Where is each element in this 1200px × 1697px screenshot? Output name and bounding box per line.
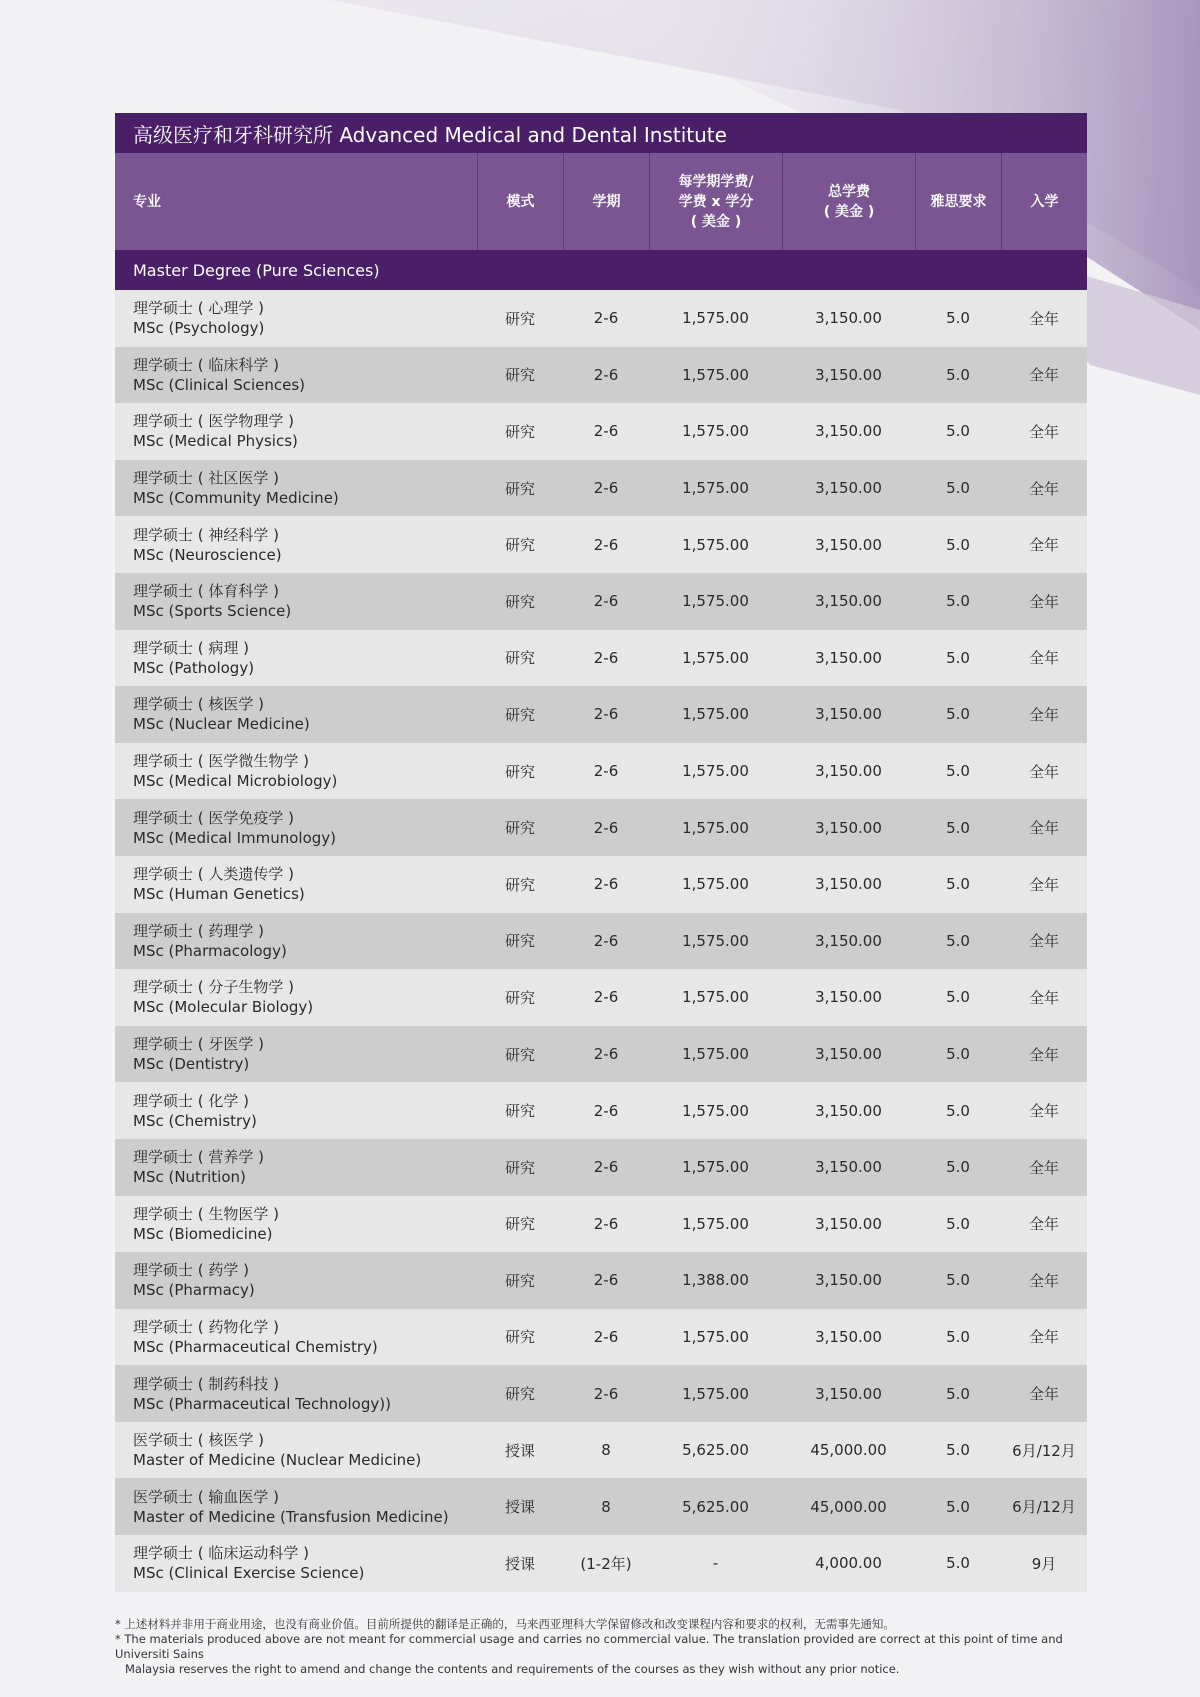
total-fee-cell: 3,150.00 [815, 1271, 882, 1290]
total-fee-cell: 45,000.00 [810, 1497, 887, 1516]
ielts-cell: 5.0 [946, 1384, 970, 1403]
programme-name-en: MSc (Human Genetics) [133, 885, 305, 904]
programme-name [115, 1196, 477, 1253]
ielts-cell: 5.0 [946, 592, 970, 611]
mode-cell: 授课 [504, 1554, 535, 1573]
intake-cell: 全年 [1028, 705, 1059, 724]
programme-name [115, 743, 477, 800]
fee-cell: 1,575.00 [682, 309, 749, 328]
intake-cell: 6月/12月 [1012, 1441, 1076, 1460]
programme-name [115, 403, 477, 460]
fee-cell: 5,625.00 [682, 1497, 749, 1516]
total-fee-cell: 3,150.00 [815, 479, 882, 498]
programme-name-zh: 理学硕士 ( 分子生物学 ) [133, 978, 295, 997]
programme-name-en: MSc (Pathology) [133, 658, 255, 677]
mode-cell: 研究 [504, 1102, 535, 1121]
intake-cell: 全年 [1028, 762, 1059, 781]
programme-name-en: MSc (Pharmaceutical Technology)) [133, 1394, 391, 1413]
fee-cell: 1,575.00 [682, 931, 749, 950]
programme-name-en: MSc (Pharmacy) [133, 1281, 255, 1300]
semester-cell: 2-6 [593, 875, 619, 894]
programme-name-zh: 医学硕士 ( 输血医学 ) [133, 1487, 280, 1506]
programme-name-zh: 理学硕士 ( 药学 ) [133, 1261, 250, 1280]
fee-cell: 1,575.00 [682, 422, 749, 441]
ielts-cell: 5.0 [946, 818, 970, 837]
programme-name-en: MSc (Neuroscience) [133, 545, 282, 564]
total-fee-cell: 3,150.00 [815, 1158, 882, 1177]
mode-cell: 研究 [504, 649, 535, 668]
total-fee-cell: 3,150.00 [815, 1384, 882, 1403]
table-row [115, 743, 1087, 800]
programme-name [115, 1139, 477, 1196]
programme-name-en: MSc (Clinical Sciences) [133, 375, 306, 394]
programme-name [115, 686, 477, 743]
ielts-cell: 5.0 [946, 1045, 970, 1064]
programme-name-en: MSc (Medical Microbiology) [133, 772, 338, 791]
intake-cell: 全年 [1028, 819, 1059, 838]
ielts-cell: 5.0 [946, 1327, 970, 1346]
total-fee-cell: 3,150.00 [815, 875, 882, 894]
semester-cell: 2-6 [593, 705, 619, 724]
programme-name-zh: 理学硕士 ( 心理学 ) [133, 299, 265, 318]
programme-name-zh: 理学硕士 ( 营养学 ) [133, 1148, 265, 1167]
programme-name-en: MSc (Clinical Exercise Science) [133, 1564, 365, 1583]
footnote-zh: * 上述材料并非用于商业用途，也没有商业价值。目前所提供的翻译是正确的，马来西亚理科大学保留修改和改变课程内容和要求的权利，无需事先通知。 [115, 1617, 895, 1631]
table-body [115, 290, 1087, 1592]
programme-name-zh: 理学硕士 ( 社区医学 ) [133, 469, 280, 488]
programme-name-zh: 理学硕士 ( 神经科学 ) [133, 525, 280, 544]
semester-cell: 2-6 [593, 1158, 619, 1177]
mode-cell: 研究 [504, 988, 535, 1007]
total-fee-cell: 3,150.00 [815, 309, 882, 328]
header-intake: 入学 [1001, 153, 1087, 250]
total-fee-cell: 3,150.00 [815, 535, 882, 554]
ielts-cell: 5.0 [946, 309, 970, 328]
fee-cell: 1,575.00 [682, 818, 749, 837]
table-row [115, 1252, 1087, 1309]
semester-cell: 2-6 [593, 479, 619, 498]
intake-cell: 全年 [1028, 1158, 1059, 1177]
ielts-cell: 5.0 [946, 535, 970, 554]
fee-cell: 1,575.00 [682, 535, 749, 554]
intake-cell: 全年 [1028, 479, 1059, 498]
programme-name [115, 1082, 477, 1139]
header-semester: 学期 [563, 153, 649, 250]
intake-cell: 6月/12月 [1012, 1498, 1076, 1517]
total-fee-cell: 3,150.00 [815, 818, 882, 837]
mode-cell: 研究 [504, 366, 535, 385]
table-row [115, 460, 1087, 517]
table-row [115, 573, 1087, 630]
ielts-cell: 5.0 [946, 762, 970, 781]
programme-name [115, 1252, 477, 1309]
programme-name-en: MSc (Dentistry) [133, 1055, 250, 1074]
header-total-line-1: 总学费 [827, 183, 870, 200]
ielts-cell: 5.0 [946, 479, 970, 498]
fee-cell: 1,575.00 [682, 648, 749, 667]
footnotes [115, 1617, 1100, 1677]
mode-cell: 研究 [504, 875, 535, 894]
programme-name-en: MSc (Biomedicine) [133, 1224, 273, 1243]
header-mode: 模式 [477, 153, 563, 250]
total-fee-cell: 3,150.00 [815, 648, 882, 667]
programme-name-en: MSc (Pharmacology) [133, 941, 287, 960]
table-row [115, 1535, 1087, 1592]
fee-cell: 1,575.00 [682, 1101, 749, 1120]
programme-name-en: MSc (Medical Physics) [133, 432, 298, 451]
header-total-fee [782, 153, 915, 250]
total-fee-cell: 3,150.00 [815, 422, 882, 441]
programme-name [115, 290, 477, 347]
intake-cell: 全年 [1028, 1215, 1059, 1234]
ielts-cell: 5.0 [946, 1554, 970, 1573]
mode-cell: 研究 [504, 309, 535, 328]
semester-cell: 2-6 [593, 535, 619, 554]
table-row [115, 1139, 1087, 1196]
intake-cell: 全年 [1028, 536, 1059, 555]
mode-cell: 研究 [504, 819, 535, 838]
programme-name [115, 1478, 477, 1535]
ielts-cell: 5.0 [946, 648, 970, 667]
programme-name-zh: 理学硕士 ( 医学物理学 ) [133, 412, 295, 431]
semester-cell: 2-6 [593, 818, 619, 837]
mode-cell: 研究 [504, 1045, 535, 1064]
programme-name [115, 969, 477, 1026]
mode-cell: 授课 [504, 1441, 535, 1460]
programme-name-zh: 理学硕士 ( 牙医学 ) [133, 1035, 265, 1054]
intake-cell: 全年 [1028, 422, 1059, 441]
total-fee-cell: 3,150.00 [815, 365, 882, 384]
programme-name-en: MSc (Psychology) [133, 319, 265, 338]
table-row [115, 1196, 1087, 1253]
programme-name-en: MSc (Pharmaceutical Chemistry) [133, 1337, 378, 1356]
intake-cell: 全年 [1028, 1328, 1059, 1347]
intake-cell: 全年 [1028, 592, 1059, 611]
semester-cell: 2-6 [593, 1271, 619, 1290]
programme-name-en: MSc (Community Medicine) [133, 489, 339, 508]
programme-name-zh: 理学硕士 ( 核医学 ) [133, 695, 265, 714]
fee-cell: 1,575.00 [682, 762, 749, 781]
semester-cell: (1-2年) [580, 1554, 632, 1573]
mode-cell: 研究 [504, 1328, 535, 1347]
table-row [115, 1365, 1087, 1422]
semester-cell: 2-6 [593, 1101, 619, 1120]
total-fee-cell: 3,150.00 [815, 1045, 882, 1064]
programme-name [115, 573, 477, 630]
programme-name [115, 1422, 477, 1479]
fee-cell: 1,575.00 [682, 592, 749, 611]
programme-name-zh: 理学硕士 ( 化学 ) [133, 1091, 250, 1110]
header-fee-line-2: 学费 x 学分 [678, 193, 754, 210]
semester-cell: 2-6 [593, 931, 619, 950]
fee-cell: 1,575.00 [682, 988, 749, 1007]
ielts-cell: 5.0 [946, 875, 970, 894]
semester-cell: 2-6 [593, 365, 619, 384]
programme-name [115, 1309, 477, 1366]
programme-name-zh: 理学硕士 ( 病理 ) [133, 638, 250, 657]
table-header [115, 153, 1087, 250]
intake-cell: 9月 [1031, 1554, 1057, 1573]
total-fee-cell: 45,000.00 [810, 1441, 887, 1460]
table-row [115, 347, 1087, 404]
ielts-cell: 5.0 [946, 1158, 970, 1177]
programme-name-zh: 理学硕士 ( 制药科技 ) [133, 1374, 280, 1393]
table-row [115, 1422, 1087, 1479]
mode-cell: 授课 [504, 1498, 535, 1517]
header-programme: 专业 [133, 193, 161, 210]
programme-name-en: MSc (Nutrition) [133, 1168, 246, 1187]
table-title: 高级医疗和牙科研究所 Advanced Medical and Dental Institute [115, 113, 1087, 153]
header-fee-line-3: ( 美金 ) [690, 213, 742, 230]
ielts-cell: 5.0 [946, 1214, 970, 1233]
table-row [115, 856, 1087, 913]
semester-cell: 2-6 [593, 1327, 619, 1346]
total-fee-cell: 3,150.00 [815, 931, 882, 950]
ielts-cell: 5.0 [946, 1441, 970, 1460]
fee-cell: 1,575.00 [682, 1384, 749, 1403]
header-ielts: 雅思要求 [915, 153, 1001, 250]
fee-cell: 1,575.00 [682, 1214, 749, 1233]
total-fee-cell: 3,150.00 [815, 988, 882, 1007]
mode-cell: 研究 [504, 1385, 535, 1404]
intake-cell: 全年 [1028, 366, 1059, 385]
programme-name [115, 1535, 477, 1592]
table-row [115, 516, 1087, 573]
ielts-cell: 5.0 [946, 988, 970, 1007]
programme-name [115, 913, 477, 970]
total-fee-cell: 3,150.00 [815, 705, 882, 724]
programme-name [115, 856, 477, 913]
table-row [115, 686, 1087, 743]
intake-cell: 全年 [1028, 875, 1059, 894]
table-row [115, 1026, 1087, 1083]
intake-cell: 全年 [1028, 932, 1059, 951]
header-fee-per-semester [649, 153, 782, 250]
semester-cell: 2-6 [593, 988, 619, 1007]
programme-name-en: Master of Medicine (Nuclear Medicine) [133, 1451, 422, 1470]
mode-cell: 研究 [504, 932, 535, 951]
fee-cell: 1,575.00 [682, 705, 749, 724]
table-row [115, 913, 1087, 970]
footnote-en-1: * The materials produced above are not meant for commercial usage and carries no commercial value. The translation provided are correct at this point of time and Universiti Sains [115, 1632, 1063, 1661]
programme-name-zh: 理学硕士 ( 临床科学 ) [133, 355, 280, 374]
table-row [115, 969, 1087, 1026]
total-fee-cell: 3,150.00 [815, 592, 882, 611]
semester-cell: 8 [601, 1441, 611, 1460]
mode-cell: 研究 [504, 1158, 535, 1177]
ielts-cell: 5.0 [946, 705, 970, 724]
mode-cell: 研究 [504, 705, 535, 724]
header-fee-line-1: 每学期学费/ [678, 173, 754, 190]
ielts-cell: 5.0 [946, 1271, 970, 1290]
table-row [115, 1082, 1087, 1139]
mode-cell: 研究 [504, 422, 535, 441]
programme-name-zh: 理学硕士 ( 药物化学 ) [133, 1317, 280, 1336]
total-fee-cell: 3,150.00 [815, 762, 882, 781]
table-row [115, 630, 1087, 687]
programme-name [115, 799, 477, 856]
fee-cell: 1,575.00 [682, 875, 749, 894]
total-fee-cell: 4,000.00 [815, 1554, 882, 1573]
table-row [115, 403, 1087, 460]
header-total-line-2: ( 美金 ) [823, 203, 875, 220]
semester-cell: 2-6 [593, 1384, 619, 1403]
programme-name [115, 347, 477, 404]
programme-name-zh: 医学硕士 ( 核医学 ) [133, 1431, 265, 1450]
fee-cell: 1,575.00 [682, 1045, 749, 1064]
ielts-cell: 5.0 [946, 1497, 970, 1516]
semester-cell: 2-6 [593, 1214, 619, 1233]
semester-cell: 2-6 [593, 762, 619, 781]
footnote-en-2: Malaysia reserves the right to amend and change the contents and requirements of the courses as they wish without any prior notice. [125, 1662, 900, 1676]
programme-name [115, 1365, 477, 1422]
intake-cell: 全年 [1028, 649, 1059, 668]
fee-table [115, 113, 1087, 1592]
fee-cell: 1,575.00 [682, 1327, 749, 1346]
programme-name-zh: 理学硕士 ( 生物医学 ) [133, 1204, 280, 1223]
semester-cell: 2-6 [593, 1045, 619, 1064]
total-fee-cell: 3,150.00 [815, 1327, 882, 1346]
programme-name-en: MSc (Medical Immunology) [133, 828, 336, 847]
programme-name-en: MSc (Nuclear Medicine) [133, 715, 310, 734]
programme-name-en: Master of Medicine (Transfusion Medicine) [133, 1507, 449, 1526]
section-heading: Master Degree (Pure Sciences) [115, 250, 1087, 290]
programme-name [115, 516, 477, 573]
semester-cell: 2-6 [593, 648, 619, 667]
ielts-cell: 5.0 [946, 422, 970, 441]
programme-name-zh: 理学硕士 ( 医学微生物学 ) [133, 752, 310, 771]
table-row [115, 290, 1087, 347]
ielts-cell: 5.0 [946, 931, 970, 950]
total-fee-cell: 3,150.00 [815, 1101, 882, 1120]
fee-cell: - [712, 1554, 719, 1573]
programme-name-zh: 理学硕士 ( 临床运动科学 ) [133, 1544, 310, 1563]
programme-name [115, 1026, 477, 1083]
mode-cell: 研究 [504, 1271, 535, 1290]
fee-cell: 1,575.00 [682, 1158, 749, 1177]
table-row [115, 1478, 1087, 1535]
semester-cell: 2-6 [593, 422, 619, 441]
programme-name [115, 630, 477, 687]
intake-cell: 全年 [1028, 1271, 1059, 1290]
semester-cell: 2-6 [593, 592, 619, 611]
semester-cell: 8 [601, 1497, 611, 1516]
programme-name-zh: 理学硕士 ( 体育科学 ) [133, 582, 280, 601]
intake-cell: 全年 [1028, 1385, 1059, 1404]
intake-cell: 全年 [1028, 988, 1059, 1007]
mode-cell: 研究 [504, 479, 535, 498]
mode-cell: 研究 [504, 592, 535, 611]
programme-name-en: MSc (Sports Science) [133, 602, 292, 621]
fee-cell: 1,388.00 [682, 1271, 749, 1290]
fee-cell: 5,625.00 [682, 1441, 749, 1460]
ielts-cell: 5.0 [946, 1101, 970, 1120]
intake-cell: 全年 [1028, 309, 1059, 328]
programme-name-zh: 理学硕士 ( 人类遗传学 ) [133, 865, 295, 884]
mode-cell: 研究 [504, 762, 535, 781]
programme-name-en: MSc (Molecular Biology) [133, 998, 314, 1017]
intake-cell: 全年 [1028, 1045, 1059, 1064]
fee-cell: 1,575.00 [682, 365, 749, 384]
total-fee-cell: 3,150.00 [815, 1214, 882, 1233]
programme-name [115, 460, 477, 517]
fee-cell: 1,575.00 [682, 479, 749, 498]
programme-name-zh: 理学硕士 ( 医学免疫学 ) [133, 808, 295, 827]
ielts-cell: 5.0 [946, 365, 970, 384]
programme-name-zh: 理学硕士 ( 药理学 ) [133, 921, 265, 940]
semester-cell: 2-6 [593, 309, 619, 328]
programme-name-en: MSc (Chemistry) [133, 1111, 257, 1130]
mode-cell: 研究 [504, 536, 535, 555]
intake-cell: 全年 [1028, 1102, 1059, 1121]
table-row [115, 799, 1087, 856]
mode-cell: 研究 [504, 1215, 535, 1234]
table-row [115, 1309, 1087, 1366]
